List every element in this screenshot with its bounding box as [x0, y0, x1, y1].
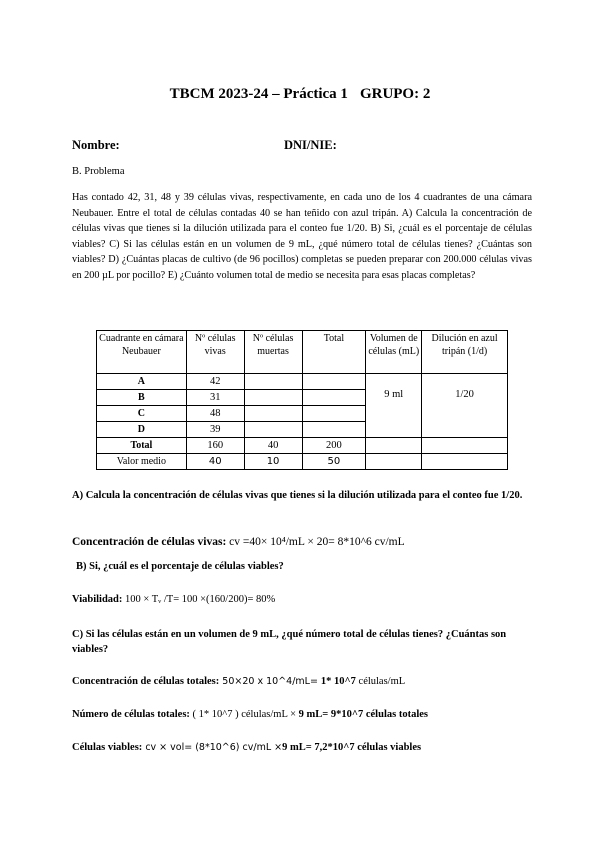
table-total-row [97, 438, 508, 454]
cell-total [302, 406, 366, 422]
answer-label: Viabilidad: [72, 594, 123, 605]
cell-empty [422, 454, 508, 470]
header-vivas: Nº células vivas [186, 331, 244, 374]
answer-viable-cells [72, 742, 421, 753]
answer-total-concentration [72, 676, 405, 687]
title-text: TBCM 2023-24 – Práctica 1 [169, 86, 348, 102]
row-label: Valor medio [97, 454, 187, 470]
answer-value: cv × vol= (8*10^6) cv/mL × [142, 742, 283, 753]
cell-total: 200 [302, 438, 366, 454]
header-volumen: Volumen de células (mL) [366, 331, 422, 374]
cell-vivas: 39 [186, 422, 244, 438]
cell-volumen: 9 ml [366, 374, 422, 438]
header-muertas: Nº células muertas [244, 331, 302, 374]
section-label: B. Problema [72, 166, 125, 177]
cell-muertas: 40 [244, 438, 302, 454]
cell-vivas: 40 [186, 454, 244, 470]
answer-bold: 1* 10^7 [320, 676, 356, 687]
row-label: Total [97, 438, 187, 454]
cell-total [302, 422, 366, 438]
row-label: A [97, 374, 187, 390]
answer-viability [72, 594, 275, 605]
table-header-row [97, 331, 508, 374]
table-row [97, 374, 508, 390]
cell-total [302, 390, 366, 406]
data-table [96, 330, 508, 470]
answer-value: 100 × Tᵥ /T= 100 ×(160/200)= 80% [122, 594, 276, 605]
cell-muertas [244, 374, 302, 390]
cell-muertas [244, 406, 302, 422]
row-label: D [97, 422, 187, 438]
row-label: C [97, 406, 187, 422]
answer-total-cells [72, 709, 428, 720]
answer-label: Células viables: [72, 742, 143, 753]
dni-label: DNI/NIE: [284, 138, 337, 152]
answer-label: Concentración de células vivas: [72, 536, 227, 548]
answer-label: Concentración de células totales: [72, 676, 220, 687]
answer-value: ( 1* 10^7 ) células/mL × [189, 709, 299, 720]
cell-vivas: 48 [186, 406, 244, 422]
nombre-label: Nombre: [72, 138, 120, 152]
group-text: GRUPO: 2 [359, 86, 431, 102]
row-label: B [97, 390, 187, 406]
answer-value: cv =40× 10⁴/mL × 20= 8*10^6 cv/mL [226, 536, 405, 548]
cell-dilucion: 1/20 [422, 374, 508, 438]
answer-value: 50×20 x 10^4/mL= [219, 676, 321, 687]
problem-statement: Has contado 42, 31, 48 y 39 células vivas, respectivamente, en cada uno de los 4 cuadrantes de una cámara Neubauer. Entre el total de células contadas 40 se han teñido con azul tripán. A) Calcula la concentración de células vivas que tienes si la dilución utilizada para el conteo fue 1/20. B) Si, ¿cuál es el porcentaje de células viables? C) Si las células están en un volumen de 9 mL, ¿qué número total de células tienes? ¿Cuántas son viables? D) ¿Cuántas placas de cultivo (de 96 pocillos) completas se pueden preparar con 200.000 células vivas en 200 µL por pocillo? E) ¿Cuánto volumen total de medio se necesita para esas placas completas? [72, 192, 532, 281]
answer-label: Número de células totales: [72, 709, 190, 720]
answer-concentration-live [72, 536, 405, 548]
cell-muertas [244, 390, 302, 406]
cell-muertas [244, 422, 302, 438]
cell-vivas: 42 [186, 374, 244, 390]
answer-bold: 9 mL= 9*10^7 células totales [298, 709, 428, 720]
page-title [0, 86, 600, 103]
cell-empty [422, 438, 508, 454]
header-cuadrante: Cuadrante en cámara Neubauer [97, 331, 187, 374]
cell-muertas: 10 [244, 454, 302, 470]
table-mean-row [97, 454, 508, 470]
cell-empty [366, 454, 422, 470]
question-b: B) Si, ¿cuál es el porcentaje de células viables? [76, 561, 284, 572]
answer-bold: 9 mL= 7,2*10^7 células viables [282, 742, 422, 753]
question-c: C) Si las células están en un volumen de 9 mL, ¿qué número total de células tienes? ¿Cuántas son viables? [72, 629, 507, 655]
cell-empty [366, 438, 422, 454]
question-a: A) Calcula la concentración de células vivas que tienes si la dilución utilizada para el conteo fue 1/20. [72, 490, 523, 501]
header-dilucion: Dilución en azul tripán (1/d) [422, 331, 508, 374]
cell-total [302, 374, 366, 390]
cell-vivas: 31 [186, 390, 244, 406]
header-total: Total [302, 331, 366, 374]
cell-vivas: 160 [186, 438, 244, 454]
cell-total: 50 [302, 454, 366, 470]
answer-tail: células/mL [355, 676, 406, 687]
